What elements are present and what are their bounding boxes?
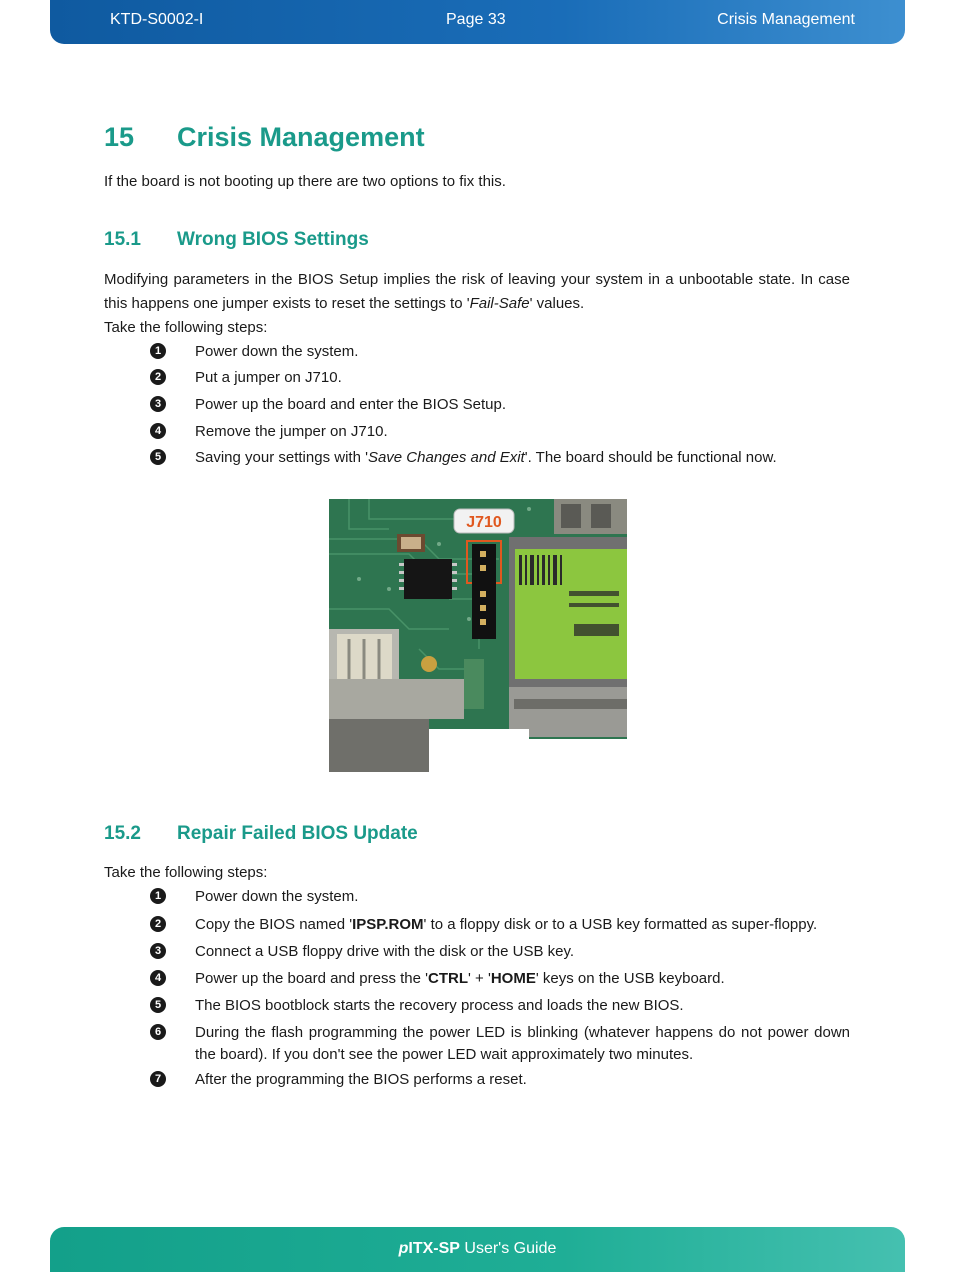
step-number-icon: 5 (150, 449, 166, 465)
step5-italic: Save Changes and Exit (367, 449, 525, 466)
section-heading-15-1 (104, 229, 369, 251)
title-number: 15 (104, 122, 135, 152)
step-text: Put a jumper on J710. (195, 369, 342, 386)
step-text: During the flash programming the power LED is blinking (whatever happens do not power down the board). If you don't see the power LED wait approximately two minutes. (195, 1024, 850, 1063)
step-number-icon: 1 (150, 343, 166, 359)
s1-paragraph (104, 268, 850, 316)
footer-product: ITX-SP (408, 1240, 460, 1257)
step4-key-ctrl: CTRL (428, 970, 469, 987)
step5-text-b: '. The board should be functional now. (524, 449, 777, 466)
jumper-j710-image (329, 499, 627, 772)
footer-p: p (398, 1240, 409, 1257)
step-text: Remove the jumper on J710. (195, 423, 388, 440)
footer-guide: User's Guide (459, 1240, 557, 1257)
page-number: Page 33 (446, 11, 506, 28)
header-section: Crisis Management (717, 11, 855, 28)
step-number-icon: 3 (150, 396, 166, 412)
step-text: The BIOS bootblock starts the recovery process and loads the new BIOS. (195, 997, 684, 1014)
s2-take-steps: Take the following steps: (104, 864, 268, 881)
step4-key-home: HOME (490, 970, 536, 987)
step5-text-a: Saving your settings with ' (195, 449, 368, 466)
step2-text-a: Copy the BIOS named ' (195, 916, 353, 933)
step-number-icon: 4 (150, 970, 166, 986)
step-number-icon: 4 (150, 423, 166, 439)
step4-text-mid: ' + ' (468, 970, 491, 987)
step-text (195, 447, 850, 469)
step-number-icon: 3 (150, 943, 166, 959)
step-number-icon: 2 (150, 369, 166, 385)
step-number-icon: 5 (150, 997, 166, 1013)
page-title (104, 122, 425, 153)
page-header (50, 0, 905, 44)
title-text: Crisis Management (177, 122, 425, 152)
step-text: Power up the board and enter the BIOS Setup. (195, 396, 507, 413)
step-number-icon: 6 (150, 1024, 166, 1040)
step-text: After the programming the BIOS performs a reset. (195, 1071, 527, 1088)
step-text: Power down the system. (195, 888, 359, 905)
intro-text: If the board is not booting up there are two options to fix this. (104, 173, 506, 190)
step4-text-b: ' keys on the USB keyboard. (535, 970, 725, 987)
s1-para-text: Modifying parameters in the BIOS Setup implies the risk of leaving your system in a unbootable state. In case this happens one jumper exists to reset the settings to ' (104, 271, 850, 312)
page-footer (50, 1227, 905, 1272)
step2-filename: IPSP.ROM (352, 916, 424, 933)
step-text: Power down the system. (195, 343, 359, 360)
step-text: Connect a USB floppy drive with the disk or the USB key. (195, 943, 575, 960)
step-text (195, 968, 850, 990)
section-title: Wrong BIOS Settings (177, 229, 369, 250)
doc-id: KTD-S0002-I (110, 11, 204, 28)
section-number: 15.2 (104, 823, 141, 844)
s1-para-end: ' values. (529, 295, 585, 312)
step-number-icon: 7 (150, 1071, 166, 1087)
step-number-icon: 2 (150, 916, 166, 932)
board-photo (329, 499, 627, 772)
section-title: Repair Failed BIOS Update (177, 823, 418, 844)
step-text (195, 914, 850, 936)
step-number-icon: 1 (150, 888, 166, 904)
s1-para-italic: Fail-Safe (469, 295, 530, 312)
section-number: 15.1 (104, 229, 141, 250)
s1-take-steps: Take the following steps: (104, 319, 268, 336)
step2-text-b: ' to a floppy disk or to a USB key formatted as super-floppy. (423, 916, 818, 933)
j710-label: J710 (466, 514, 502, 531)
footer-title (50, 1240, 905, 1258)
step4-text-a: Power up the board and press the ' (195, 970, 429, 987)
section-heading-15-2 (104, 823, 418, 845)
